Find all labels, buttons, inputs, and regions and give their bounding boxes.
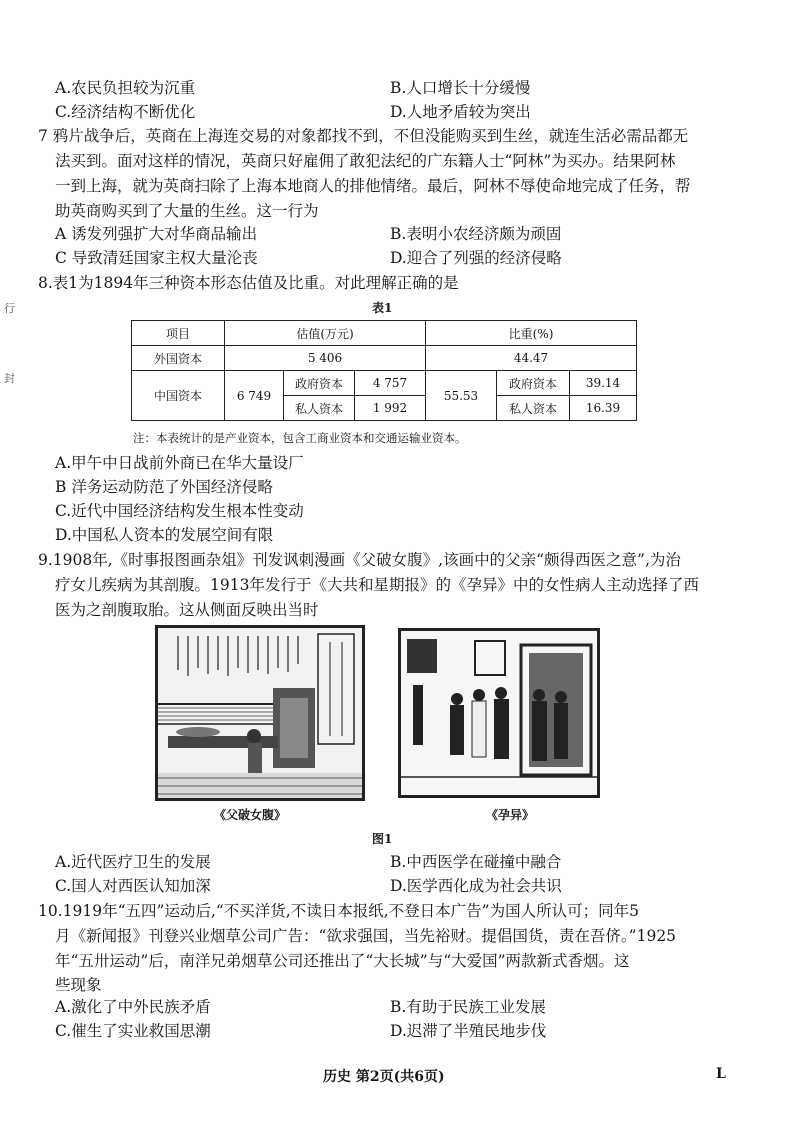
caption-left: 《父破女腹》 [214,808,287,822]
q9-stem-line: 9.1908年,《时事报图画杂俎》刊发讽刺漫画《父破女腹》,该画中的父亲“颇得西医之意”,为治 [38,551,681,569]
q6-option-d: D.人地矛盾较为突出 [390,103,531,121]
table-header-item: 项目 [132,321,225,346]
q7-stem-line: 一到上海，就为英商扫除了上海本地商人的排他情绪。最后，阿林不辱使命地完成了任务，帮 [55,177,691,195]
q10-stem-line: 些现象 [55,976,102,994]
table-cell-gov: 政府资本 [284,371,355,396]
table-cell-chinese-ratio: 55.53 [426,371,497,421]
table-cell-chinese-value: 6 749 [225,371,284,421]
table-cell-foreign-ratio: 44.47 [426,346,637,371]
q10-stem-line: 年“五卅运动”后，南洋兄弟烟草公司还推出了“大长城”与“大爱国”两款新式香烟。这 [55,952,630,970]
illustration-father-cuts-daughter [155,625,365,801]
table-header-ratio: 比重(%) [426,321,637,346]
table-cell-foreign-value: 5 406 [225,346,426,371]
margin-mark: 行 [4,302,15,315]
q9-option-a: A.近代医疗卫生的发展 [55,853,211,871]
q9-option-d: D.医学西化成为社会共识 [390,877,562,895]
q8-option-a: A.甲午中日战前外商已在华大量设厂 [55,454,304,472]
caption-right: 《孕异》 [486,808,535,822]
capital-table [131,320,637,421]
q7-stem-line: 法买到。面对这样的情况，英商只好雇佣了敢犯法纪的广东籍人士“阿林”为买办。结果阿林 [55,152,676,170]
q10-option-a: A.激化了中外民族矛盾 [55,998,211,1016]
margin-mark: 封 [4,372,15,385]
figure-label: 图1 [372,832,393,846]
table-cell-private-ratio: 16.39 [570,396,637,421]
q8-option-c: C.近代中国经济结构发生根本性变动 [55,502,304,520]
q10-option-c: C.催生了实业救国思潮 [55,1022,211,1040]
q7-option-b: B.表明小农经济颇为顽固 [390,225,562,243]
table-cell-gov-value: 4 757 [355,371,426,396]
table-header-value: 估值(万元) [225,321,426,346]
illustration-pregnancy [398,628,600,798]
table-cell-private: 私人资本 [284,396,355,421]
q9-option-c: C.国人对西医认知加深 [55,877,211,895]
q6-option-a: A.农民负担较为沉重 [55,79,196,97]
table-cell-gov-label: 政府资本 [497,371,570,396]
q8-option-d: D.中国私人资本的发展空间有限 [55,526,274,544]
q7-stem-line: 7 鸦片战争后，英商在上海连交易的对象都找不到，不但没能购买到生丝，就连生活必需品都无 [38,127,689,145]
table-title: 表1 [372,301,393,315]
q6-option-b: B.人口增长十分缓慢 [390,79,531,97]
page-footer-mark: L [716,1066,726,1082]
q8-option-b: B 洋务运动防范了外国经济侵略 [55,478,273,496]
table-note: 注：本表统计的是产业资本，包含工商业资本和交通运输业资本。 [133,431,467,445]
table-cell-foreign: 外国资本 [132,346,225,371]
q10-option-b: B.有助于民族工业发展 [390,998,546,1016]
cartoon-drawing [401,631,597,795]
q8-stem: 8.表1为1894年三种资本形态估值及比重。对此理解正确的是 [38,274,459,292]
q6-option-c: C.经济结构不断优化 [55,103,196,121]
q10-option-d: D.迟滞了半殖民地步伐 [390,1022,547,1040]
q10-stem-line: 10.1919年“五四”运动后,“不买洋货,不读日本报纸,不登日本广告”为国人所认可；同年5 [38,902,639,920]
page-footer: 历史 第2页(共6页) [323,1069,445,1085]
q7-option-a: A 诱发列强扩大对华商品输出 [55,225,258,243]
q10-stem-line: 月《新闻报》刊登兴业烟草公司广告：“欲求强国，当先裕财。提倡国货，责在吾侪。”1925 [55,927,677,945]
q7-option-c: C 导致清廷国家主权大量沦丧 [55,249,258,267]
table-cell-private-value: 1 992 [355,396,426,421]
table-cell-gov-ratio: 39.14 [570,371,637,396]
q9-stem-line: 医为之剖腹取胎。这从侧面反映出当时 [55,601,319,619]
table-cell-private-label: 私人资本 [497,396,570,421]
q9-stem-line: 疗女儿疾病为其剖腹。1913年发行于《大共和星期报》的《孕异》中的女性病人主动选择了西 [55,576,699,594]
table-cell-chinese: 中国资本 [132,371,225,421]
cartoon-drawing [158,628,362,798]
q9-option-b: B.中西医学在碰撞中融合 [390,853,562,871]
q7-option-d: D.迎合了列强的经济侵略 [390,249,562,267]
q7-stem-line: 助英商购买到了大量的生丝。这一行为 [55,202,319,220]
